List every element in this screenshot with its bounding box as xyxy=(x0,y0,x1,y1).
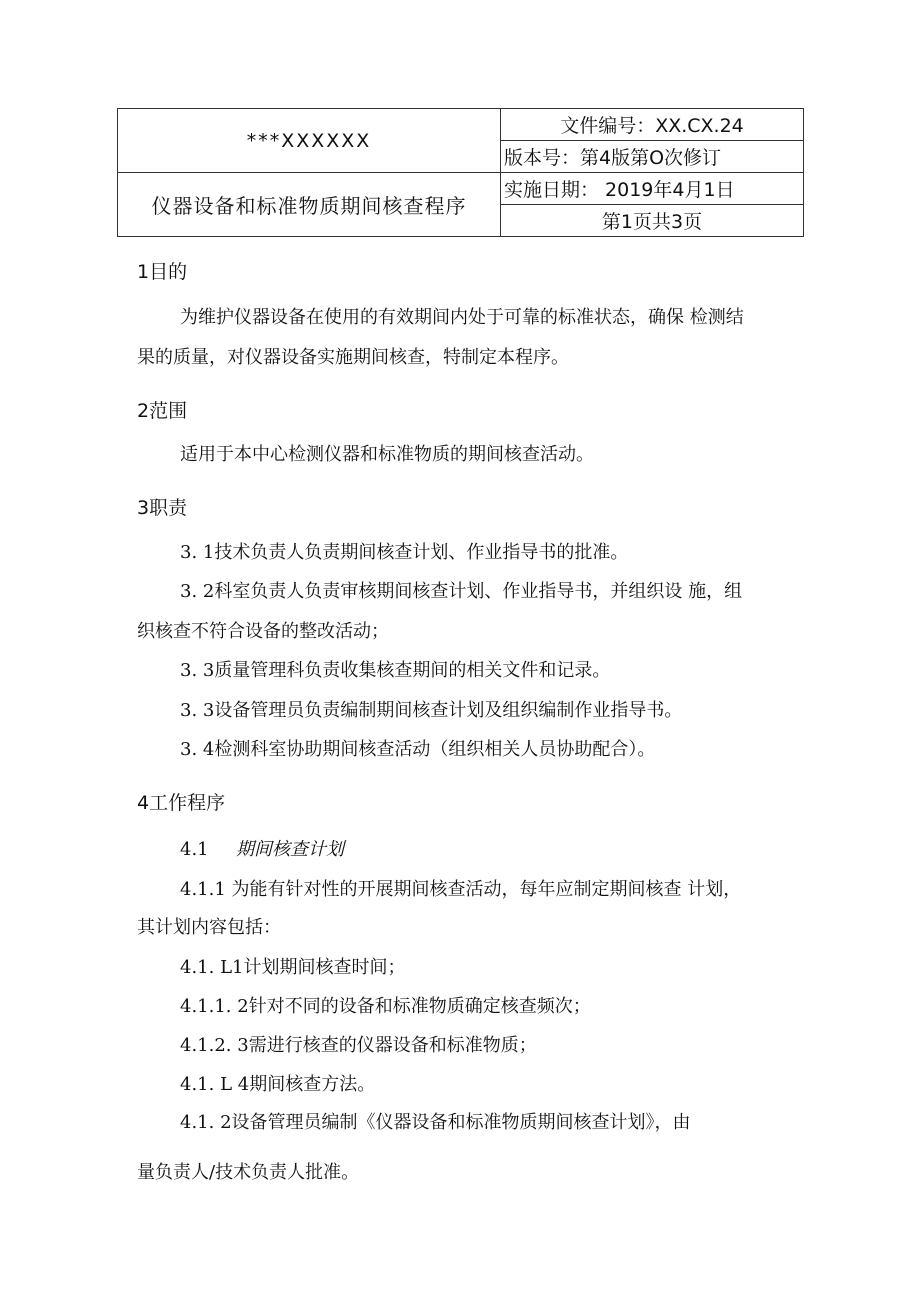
section-3-3b: 3. 3设备管理员负责编制期间核查计划及组织编制作业指导书。 xyxy=(180,700,683,721)
document-header-table xyxy=(117,108,804,237)
section-4-1-2-line-1: 4.1. 2设备管理员编制《仪器设备和标准物质期间核查计划》，由 xyxy=(180,1112,691,1133)
file-number: 文件编号：XX.CX.24 xyxy=(501,109,804,141)
section-4-1-1-1: 4.1. L1计划期间核查时间； xyxy=(180,957,406,978)
section-2-para: 适用于本中心检测仪器和标准物质的期间核查活动。 xyxy=(180,444,594,465)
effective-date: 实施日期： 2019年4月1日 xyxy=(501,173,804,205)
section-4-1-1-2: 4.1.1. 2针对不同的设备和标准物质确定核查频次； xyxy=(180,996,591,1017)
section-4-1-1-line-1: 4.1.1 为能有针对性的开展期间核查活动，每年应制定期间核查 计划， xyxy=(180,879,742,900)
section-3-3a: 3. 3质量管理科负责收集核查期间的相关文件和记录。 xyxy=(180,660,611,681)
section-4-1-1-4: 4.1. L 4期间核查方法。 xyxy=(180,1074,376,1095)
section-3-heading: 3职责 xyxy=(137,497,188,519)
section-4-1-number: 4.1 xyxy=(180,839,209,860)
section-2-heading: 2范围 xyxy=(137,400,188,422)
section-1-para-line-2: 果的质量，对仪器设备实施期间核查，特制定本程序。 xyxy=(137,347,569,368)
section-4-heading: 4工作程序 xyxy=(137,792,226,814)
section-3-2-line-2: 织核查不符合设备的整改活动； xyxy=(137,621,389,642)
section-3-4: 3. 4检测科室协助期间核查活动（组织相关人员协助配合）。 xyxy=(180,739,656,760)
section-1-para-line-1: 为维护仪器设备在使用的有效期间内处于可靠的标准状态，确保 检测结 xyxy=(180,307,744,328)
document-title: 仪器设备和标准物质期间核查程序 xyxy=(118,173,501,237)
org-name: ***XXXXXX xyxy=(118,109,501,173)
section-4-1-1-3: 4.1.2. 3需进行核查的仪器设备和标准物质； xyxy=(180,1035,537,1056)
section-3-2-line-1: 3. 2科室负责人负责审核期间核查计划、作业指导书，并组织设 施，组 xyxy=(180,581,743,602)
page-info: 第1页共3页 xyxy=(501,205,804,237)
section-1-heading: 1目的 xyxy=(137,261,188,283)
section-4-1-title: 期间核查计划 xyxy=(236,839,344,860)
section-3-1: 3. 1技术负责人负责期间核查计划、作业指导书的批准。 xyxy=(180,542,629,563)
section-4-1-2-line-2: 量负责人/技术负责人批准。 xyxy=(137,1162,360,1183)
version-number: 版本号：第4版第O次修订 xyxy=(501,141,804,173)
section-4-1-1-line-2: 其计划内容包括： xyxy=(137,917,281,938)
